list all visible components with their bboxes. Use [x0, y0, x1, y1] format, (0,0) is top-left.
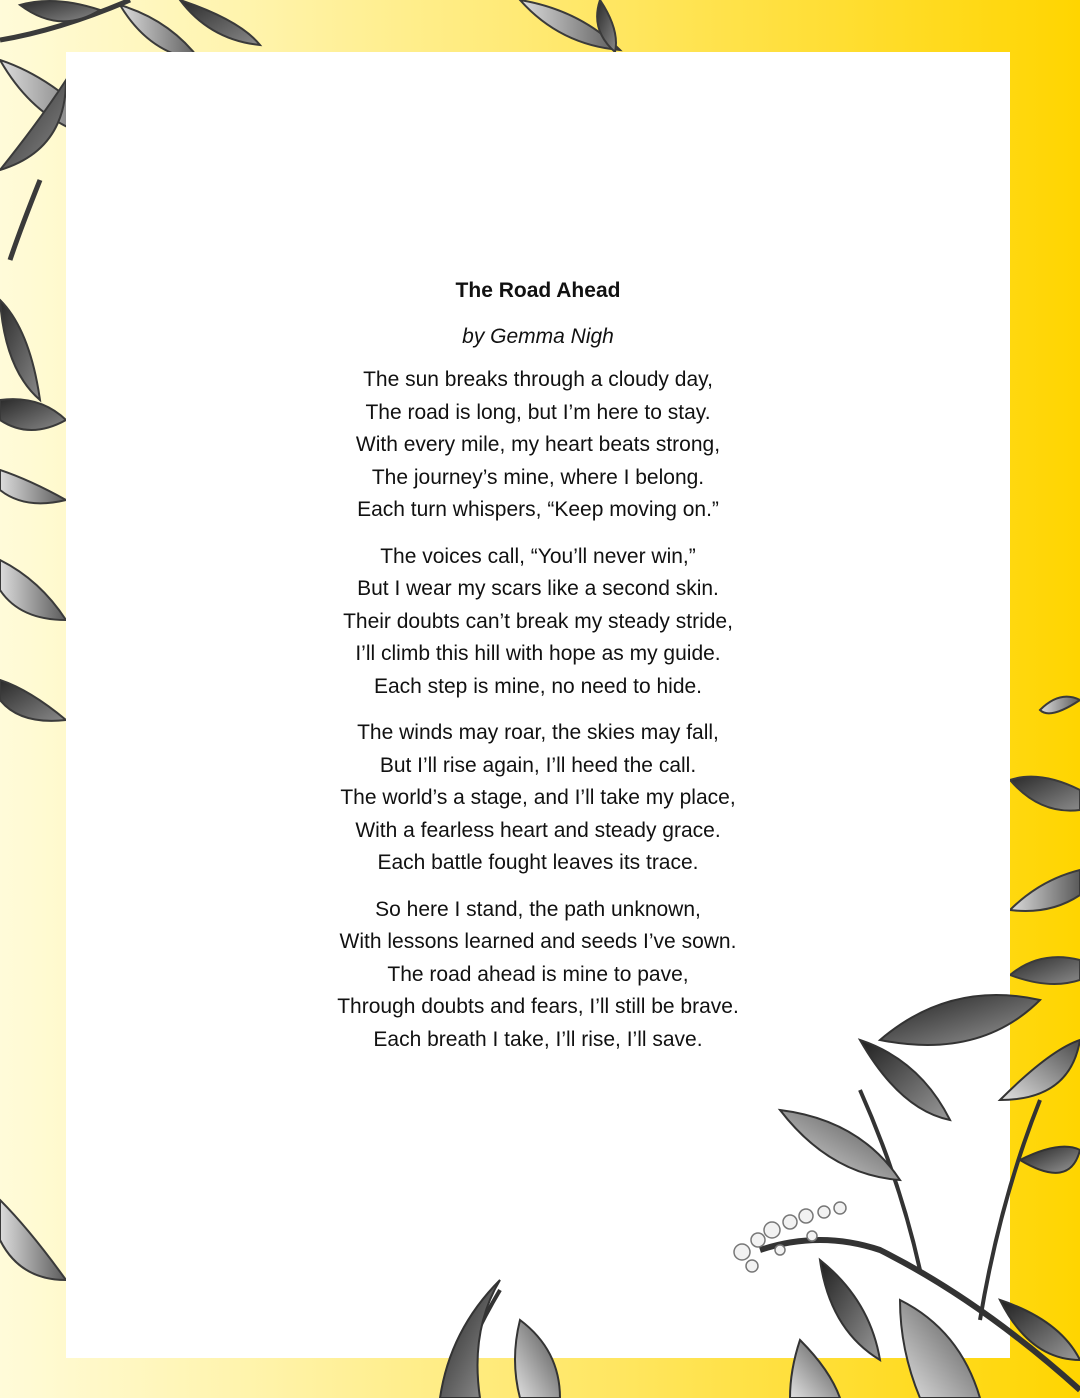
leaf-branch-top-right — [520, 0, 620, 52]
poem — [66, 272, 1010, 1056]
poem-line: With a fearless heart and steady grace. — [355, 818, 721, 842]
leaf-cluster-bottom-left — [0, 1200, 66, 1280]
poem-line: The winds may roar, the skies may fall, — [357, 721, 719, 744]
poem-line: The road is long, but I’m here to stay. — [365, 400, 711, 424]
poem-title: The Road Ahead — [455, 279, 621, 302]
poem-line: I’ll climb this hill with hope as my guide. — [355, 642, 721, 665]
poem-line: Their doubts can’t break my steady stride, — [343, 609, 733, 633]
poem-line: The world’s a stage, and I’ll take my place, — [340, 786, 736, 809]
poem-line: The sun breaks through a cloudy day, — [363, 368, 713, 391]
poem-line: Each step is mine, no need to hide. — [373, 674, 703, 698]
poem-line: Through doubts and fears, I’ll still be brave. — [337, 995, 739, 1018]
stanza-2 — [66, 541, 1010, 704]
poem-line: Each turn whispers, “Keep moving on.” — [357, 498, 719, 521]
stanza-4 — [66, 894, 1010, 1057]
poem-line: So here I stand, the path unknown, — [375, 897, 701, 921]
leaf-cluster-left — [0, 399, 66, 721]
poem-line: The journey’s mine, where I belong. — [371, 465, 705, 489]
poem-line: The road ahead is mine to pave, — [387, 962, 689, 986]
poem-author: by Gemma Nigh — [462, 325, 614, 348]
poem-line: With lessons learned and seeds I’ve sown. — [339, 930, 737, 953]
stanza-1 — [66, 364, 1010, 527]
poem-line: Each breath I take, I’ll rise, I’ll save. — [373, 1027, 703, 1051]
poem-line: But I’ll rise again, I’ll heed the call. — [379, 753, 697, 777]
poem-line: But I wear my scars like a second skin. — [357, 577, 719, 600]
poem-line: The voices call, “You’ll never win,” — [380, 544, 696, 568]
poem-line: With every mile, my heart beats strong, — [355, 433, 721, 456]
stanza-3 — [66, 717, 1010, 880]
leaf-cluster-right — [1010, 697, 1080, 984]
poem-line: Each battle fought leaves its trace. — [377, 851, 699, 874]
